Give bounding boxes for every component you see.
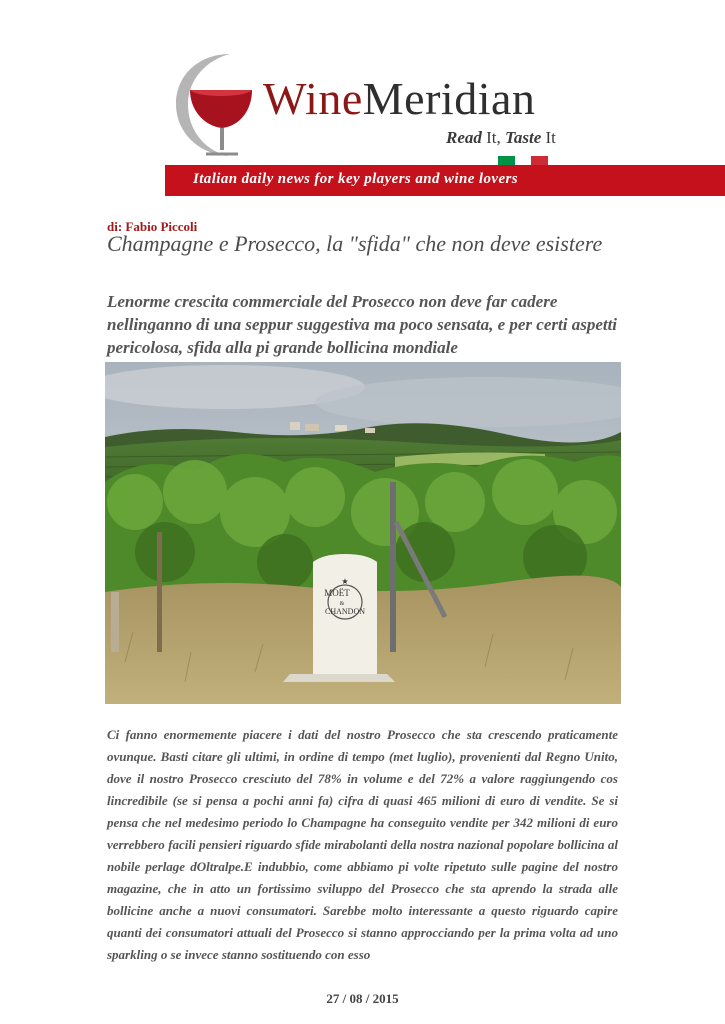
article-subtitle: Lenorme crescita commerciale del Prosecco non deve far cadere nellinganno di una seppur suggestiva ma poco sensata, e per certi aspetti pericolosa, sfida alla pi grande bollicina mondiale bbox=[107, 292, 618, 357]
header-banner bbox=[165, 165, 725, 196]
wine-glass-icon bbox=[168, 50, 263, 160]
sign-line3: CHANDON bbox=[325, 607, 365, 616]
sign-line1: MOËT bbox=[324, 588, 350, 598]
article-byline: di: Fabio Piccoli bbox=[107, 219, 198, 234]
publication-date: 27 / 08 / 2015 bbox=[326, 991, 399, 1006]
sign-star: ★ bbox=[341, 577, 349, 586]
article-body: Ci fanno enormemente piacere i dati del nostro Prosecco che sta crescendo praticamente ovunque. Basti citare gli ultimi, in ordine di tempo (met luglio), provenienti dal Regno Unito, dove il nostro Prosecco cresciuto del 78% in volume e del 72% a valore raggiungendo cos lincredibile (se si pensa a pochi anni fa) cifra di quasi 465 milioni di euro di vendite. Se si pensa che nel medesimo periodo lo Champagne ha conseguito vendite per 342 milioni di euro verrebbero facili pensieri riguardo sfide mirabolanti della nostra nazional popolare bollicina al nobile perlage dOltralpe.E indubbio, come abbiamo pi volte ripetuto sulle pagine del nostro magazine, che in atto un fortissimo sviluppo del Prosecco che sta aprendo la strada alle bollicine anche a nuovi consumatori. Sarebbe molto interessante a questo riguardo capire quanti dei consumatori attuali del Prosecco si stanno approcciando per la prima volta ad uno sparkling o se invece stanno sostituendo con esso bbox=[107, 727, 618, 962]
vineyard-photo bbox=[105, 362, 621, 704]
brand-name: WineMeridian bbox=[263, 73, 536, 124]
article-photo bbox=[105, 362, 621, 704]
banner-slogan: Italian daily news for key players and wine lovers bbox=[193, 171, 518, 187]
wine-meridian-logo bbox=[168, 50, 568, 165]
sign-line2: & bbox=[339, 601, 345, 607]
article-title: Champagne e Prosecco, la "sfida" che non deve esistere bbox=[107, 231, 603, 256]
brand-tagline: Read It, Taste It bbox=[446, 128, 556, 147]
